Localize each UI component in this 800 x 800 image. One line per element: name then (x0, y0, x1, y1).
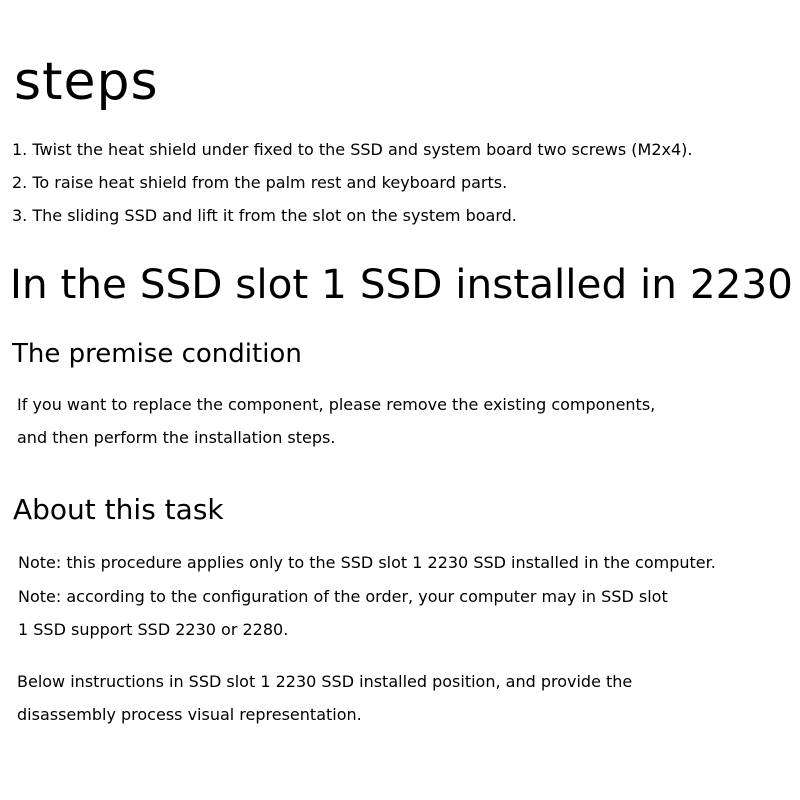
note-line-3: 1 SSD support SSD 2230 or 2280. (18, 620, 289, 639)
premise-heading: The premise condition (12, 339, 302, 369)
premise-line-1: If you want to replace the component, please remove the existing components, (17, 395, 656, 414)
instruction-line-2: disassembly process visual representation. (17, 705, 362, 724)
about-heading: About this task (13, 493, 224, 526)
section-title: In the SSD slot 1 SSD installed in 2230 (10, 260, 793, 308)
instruction-line-1: Below instructions in SSD slot 1 2230 SSD installed position, and provide the (17, 672, 633, 691)
premise-line-2: and then perform the installation steps. (17, 428, 336, 447)
step-item-3: 3. The sliding SSD and lift it from the slot on the system board. (12, 206, 517, 225)
steps-heading: steps (14, 52, 159, 112)
step-item-2: 2. To raise heat shield from the palm rest and keyboard parts. (12, 173, 508, 192)
note-line-2: Note: according to the configuration of the order, your computer may in SSD slot (18, 587, 668, 606)
step-item-1: 1. Twist the heat shield under fixed to the SSD and system board two screws (M2x4). (12, 140, 693, 159)
note-line-1: Note: this procedure applies only to the SSD slot 1 2230 SSD installed in the computer. (18, 553, 716, 572)
